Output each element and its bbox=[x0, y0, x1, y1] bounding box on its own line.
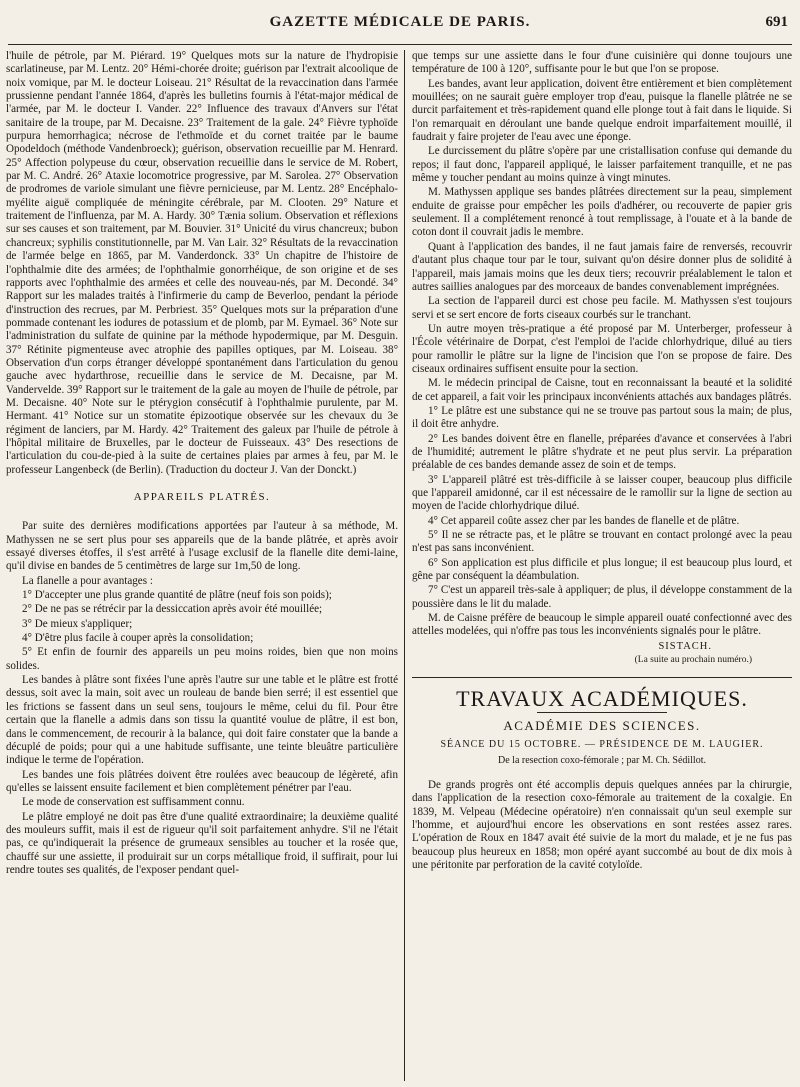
title-underline bbox=[537, 712, 667, 713]
section-heading-appareils: APPAREILS PLATRÉS. bbox=[133, 491, 271, 503]
body-paragraph: 6° Son application est plus difficile et plus longue; il est beaucoup plus lourd, et gêne par conséquent la déambulation. bbox=[412, 556, 792, 583]
body-paragraph: 5° Il ne se rétracte pas, et le plâtre se trouvant en contact prolongé avec la peau n'est pas sans inconvénient. bbox=[412, 529, 792, 555]
body-paragraph: Un autre moyen très-pratique a été proposé par M. Unterberger, professeur à l'École vétérinaire de Dorpat, c'est l'emploi de l'acide chlorhydrique, dilué au tiers pour ramollir le plâtre sur la ligne de l'incision que l'on se propose de faire. Des ciseaux ordinaires suffisent ensuite pour la section. bbox=[412, 322, 792, 375]
advantage-item: 3° De mieux s'appliquer; bbox=[22, 617, 133, 630]
author-signature: SISTACH. bbox=[658, 640, 712, 652]
intro-paragraph: Par suite des dernières modifications apportées par l'auteur à sa méthode, M. Mathyssen ne se sert plus pour ses appareils que de la bande plâtrée, et après avoir essayé diverses étoffes, il s'est arrêté à l'usage exclusif de la flanelle dite demi-laine, qu'il divise en bandes de 5 centimètres de large sur 1m,50 de long. bbox=[6, 520, 398, 573]
advantage-item: 4° D'être plus facile à couper après la consolidation; bbox=[22, 632, 254, 645]
running-title: GAZETTE MÉDICALE DE PARIS. bbox=[269, 14, 531, 30]
body-paragraph: que temps sur une assiette dans le four d'une cuisinière qui donne toujours une température de 100 à 120°, suffisante pour le but que l'on se propose. bbox=[412, 50, 792, 76]
session-line: SÉANCE DU 15 OCTOBRE. — PRÉSIDENCE DE M. LAUGIER. bbox=[440, 739, 764, 751]
right-column bbox=[412, 50, 792, 1081]
left-column bbox=[6, 50, 398, 1081]
page-number: 691 bbox=[765, 14, 788, 30]
advantage-item: 2° De ne pas se rétrécir par la dessiccation après avoir été mouillée; bbox=[22, 603, 323, 616]
body-paragraph: 4° Cet appareil coûte assez cher par les bandes de flanelle et de plâtre. bbox=[428, 514, 740, 527]
body-paragraph: M. Mathyssen applique ses bandes plâtrées directement sur la peau, simplement enduite de graisse pour empêcher les poils d'adhérer, ou recouverte de papier gris seulement. Il a complétement renoncé à tout remplissage, à l'ouate et à la bande de coton dont il couvrait jadis le membre. bbox=[412, 186, 792, 239]
continuation-note: (La suite au prochain numéro.) bbox=[634, 655, 752, 666]
body-paragraph: Les bandes, avant leur application, doivent être entièrement et bien complètement mouillées; on ne saurait guère employer trop d'eau, puisque la flanelle plâtrée ne se durcit parfaitement et très-rapidement quand elle plonge tout à fait dans le liquide. Si l'on remarquait en déroulant une bande quelque endroit imparfaitement mouillé, il faudrait y faire projeter de l'eau avec une éponge. bbox=[412, 77, 792, 144]
body-paragraph: 2° Les bandes doivent être en flanelle, préparées d'avance et conservées à l'abri de l'humidité; autrement le plâtre s'hydrate et ne peut plus servir. La préparation préalable de ces bandes demande assez de soin et de temps. bbox=[412, 432, 792, 472]
body-paragraph: M. de Caisne préfère de beaucoup le simple appareil ouaté confectionné avec des attelles modelées, qui n'offre pas tous les inconvénients signalés pour le plâtre. bbox=[412, 612, 792, 638]
page-header bbox=[8, 4, 792, 45]
body-paragraph: 7° C'est un appareil très-sale à appliquer; de plus, il développe constamment de la poussière dans le lit du malade. bbox=[412, 584, 792, 610]
academy-title: TRAVAUX ACADÉMIQUES. bbox=[456, 686, 748, 712]
body-paragraph: 3° L'appareil plâtré est très-difficile à se laisser couper, beaucoup plus difficile que l'appareil amidonné, car il est nécessaire de le ramollir sur la ligne de section au moyen de l'acide chlorhydrique dilué. bbox=[412, 473, 792, 513]
advantages-intro: La flanelle a pour avantages : bbox=[22, 574, 153, 587]
body-paragraph: Le durcissement du plâtre s'opère par une cristallisation confuse qui demande du repos; il faut donc, l'appareil appliqué, le laisser parfaitement tranquille, et ne pas même y toucher pendant au moins quinze à vingt minutes. bbox=[412, 145, 792, 185]
section-rule bbox=[412, 677, 792, 678]
article-paragraph: De grands progrès ont été accomplis depuis quelques années par la chirurgie, dans l'application de la resection coxo-fémorale au traitement de la coxalgie. En 1839, M. Velpeau (Médecine opératoire) n'en connaissait qu'un seul exemple sur l'homme, et aujourd'hui encore les observations en sont restées assez rares. L'opération de Roux en 1847 avait été suivie de la mort du malade, et je ne fus pas beaucoup plus heureux en 1858; mon opéré ayant succombé au bout de dix mois à une péritonite par perforation de la cavité cotyloïde. bbox=[412, 778, 792, 871]
column-divider bbox=[404, 50, 405, 1081]
body-paragraph: M. le médecin principal de Caisne, tout en reconnaissant la beauté et la solidité de cet appareil, a fait voir les principaux inconvénients attachés aux bandages plâtrés. bbox=[412, 377, 792, 403]
advantage-item: 5° Et enfin de fournir des appareils un peu moins roides, bien que non moins solides. bbox=[6, 646, 398, 672]
body-paragraph: Les bandes à plâtre sont fixées l'une après l'autre sur une table et le plâtre est frotté dessus, soit avec la main, soit avec un rouleau de bande bien serré; il est essentiel que les frictions se fassent dans un seul sens, toujours le même, celui du fil. Pour être certain que la flanelle a admis dans son tissu la quantité voulue de plâtre, il est bon, dans le commencement, de recourir à la balance, qui doit faire constater que la bande a décuplé de poids; pour qui a une habitude suffisante, une teinte bleuâtre particulière indique le terme de l'opération. bbox=[6, 674, 398, 767]
body-paragraph: 1° Le plâtre est une substance qui ne se trouve pas partout sous la main; de plus, il doit être anhydre. bbox=[412, 404, 792, 431]
body-paragraph: La section de l'appareil durci est chose peu facile. M. Mathyssen s'est toujours servi et se sert encore de forts ciseaux courbés sur le tranchant. bbox=[412, 295, 792, 321]
advantage-item: 1° D'accepter une plus grande quantité de plâtre (neuf fois son poids); bbox=[22, 589, 332, 602]
reference-list-paragraph: l'huile de pétrole, par M. Piérard. 19° Quelques mots sur la nature de l'hydropisie scarlatineuse, par M. Lentz. 20° Hémi-chorée droite; guérison par l'extrait alcoolique de noix vomique, par M. le docteur Loiseau. 21° Résultat de la revaccination dans l'armée prussienne pendant l'année 1864, d'après les bulletins fournis à l'état-major médical de l'armée, par M. le docteur I. Vander. 22° Influence des travaux d'Anvers sur l'état sanitaire de la troupe, par M. Decaisne. 23° Traitement de la gale. 24° Fièvre typhoïde purpura hemorrhagica; nécrose de l'ethmoïde et du cornet traitée par le baume Opodeldoch (méthode Vandenbroeck); guérison, observation recueillie par M. Henrard. 25° Affection polypeuse du cœur, observation recueillie dans le service de M. Robert, par M. C. André. 26° Ataxie locomotrice progressive, par M. Sarolea. 27° Observation de prodromes de variole simulant une fièvre pernicieuse, par M. Lentz. 28° Encéphalo-myélite aiguë compliquée de méningite cérébrale, par M. Clooten. 29° Nature et traitement de l'influenza, par M. A. Hardy. 30° Tænia solium. Observation et réflexions sur ses causes et son traitement, par M. Bouvier. 31° Unicité du virus chancreux; bubon chancreux; syphilis constitutionnelle, par M. Van Lair. 32° Résultats de la revaccination de l'armée belge en 1865, par M. Vanderdonck. 33° Un chapitre de l'histoire de l'ophthalmie dite des armées; de l'ophthalmie gonorrhéique, de son origine et de ses rapports avec l'ophthalmie des armées et celle des nouveau-nés, par M. Decondé. 34° Rapport sur les malades traités à l'infirmerie du camp de Beverloo, pendant la période d'instruction des recrues, par M. Perbriest. 35° Quelques mots sur la préparation d'une pommade contenant les iodures de potassium et de plomb, par M. Eymael. 36° Note sur l'administration du sulfate de quinine par la méthode hypodermique, par M. Desguin. 37° Rétinite pigmenteuse avec atrophie des papilles optiques, par M. Loiseau. 38° Observation d'un corps étranger développé spontanément dans l'articulation du genou gauche avec hydarthrose, recueillie dans le service de M. Decaisne, par M. Vanderveldе. 39° Rapport sur le traitement de la gale au moyen de l'huile de pétrole, par M. Decaisne. 40° Note sur le ptérygion consécutif à l'ophthalmie purulente, par M. Hermant. 41° Notice sur un stomatite épizootique observée sur les chevaux du 3e régiment de lanciers, par M. Hardy. 42° Traitement des galeux par l'huile de pétrole à l'hôpital militaire de Bruxelles, par le docteur de Fuisseaux. 43° Des resections de l'articulation du cou-de-pied à la suite de certaines plaies par armes à feu, par M. le professeur Langenbeck (de Berlin). (Traduction du docteur J. Van der Donckt.) bbox=[6, 50, 398, 476]
article-title: De la resection coxo-fémorale ; par M. Ch. Sédillot. bbox=[498, 754, 706, 766]
academy-subtitle: ACADÉMIE DES SCIENCES. bbox=[503, 717, 701, 733]
body-paragraph: Le plâtre employé ne doit pas être d'une qualité extraordinaire; la deuxième qualité des mouleurs suffit, mais il est de rigueur qu'il soit parfaitement anhydre. S'il ne l'était pas, ce qu'indiquerait la présence de grumeaux sensibles au toucher et la rosée que, chauffé sur une assiette, il produirait sur un corps métallique froid, il suffirait, pour lui rendre toutes ses qualités, de l'exposer pendant quel- bbox=[6, 810, 398, 876]
body-paragraph: Le mode de conservation est suffisamment connu. bbox=[22, 796, 245, 809]
body-paragraph: Les bandes une fois plâtrées doivent être roulées avec beaucoup de légèreté, afin qu'elles se laissent ensuite facilement et bien complètement pénétrer par l'eau. bbox=[6, 768, 398, 794]
body-paragraph: Quant à l'application des bandes, il ne faut jamais faire de renversés, recouvrir d'autant plus chaque tour par le tour, suivant qu'on désire donner plus de solidité à l'appareil, mais jamais moins que les deux tiers; recouvrir préalablement le talon et autres saillies analogues par des morceaux de bandes convenablement imprégnées. bbox=[412, 240, 792, 293]
